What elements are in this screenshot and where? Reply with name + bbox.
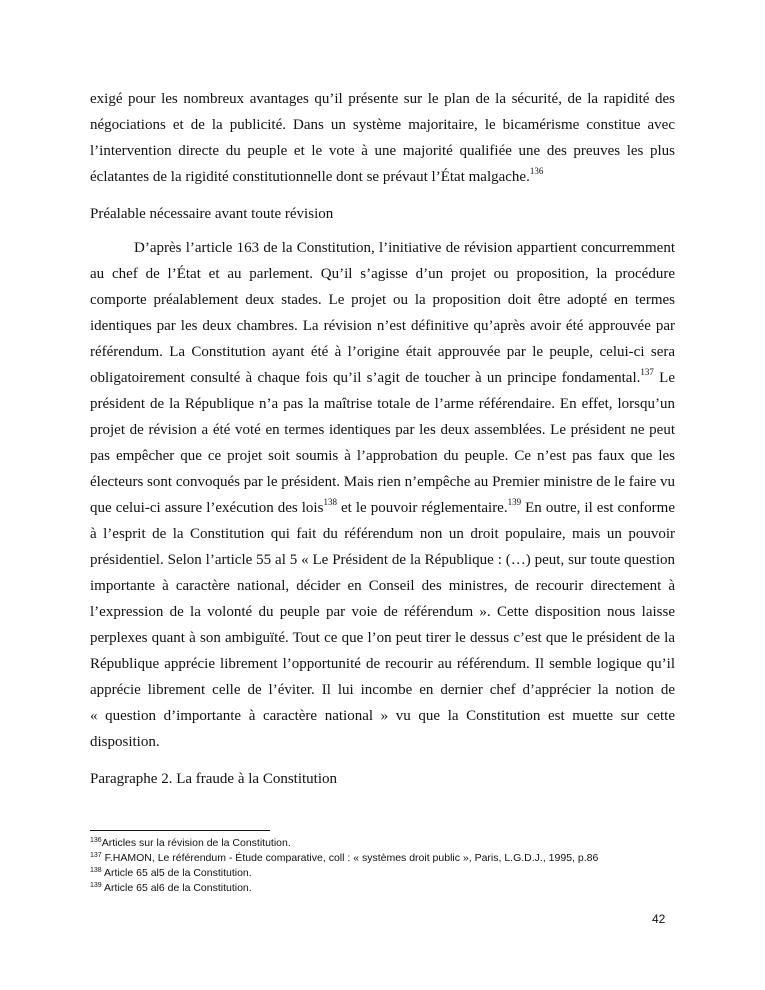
footnote-number: 139 [90,882,102,889]
text-line: exigé pour les nombreux avantages qu’il présente sur le plan de la sécurité, de la rapidité des [90,91,675,107]
text-line: République apprécie librement l’opportunité de recourir au référendum. Il semble logique qu’il [90,656,675,672]
text-line: présidentiel. Selon l’article 55 al 5 « Le Président de la République : (…) peut, sur toute question [90,552,675,568]
text-fragment: que celui-ci assure l’exécution des lois [90,500,324,516]
text-line: D’après l’article 163 de la Constitution, l’initiative de révision appartient concurremment [134,240,675,256]
page-number: 42 [652,912,666,926]
text-line [90,365,675,391]
text-line [90,164,675,190]
text-line: référendum. La Constitution ayant été à l’origine était approuvée par le peuple, celui-ci sera [90,344,675,360]
footnote-ref-137: 137 [640,367,654,377]
footnote-139 [90,881,710,896]
footnote-number: 136 [90,837,102,844]
footnote-ref-139: 139 [507,497,522,507]
footnote-ref-136: 136 [529,166,544,176]
footnote-number: 138 [90,867,102,874]
text-fragment: Le [653,370,675,386]
text-line: identiques par les deux chambres. La révision n’est définitive qu’après avoir été approuvée par [90,318,675,334]
footnotes [90,836,710,896]
text-line: perplexes quant à son ambiguïté. Tout ce que l’on peut tirer le dessus c’est que le président de la [90,630,675,646]
text-line: l’expression de la volonté du peuple par voie de référendum ». Cette disposition nous laisse [90,604,675,620]
text-line: président de la République n’a pas la maîtrise totale de l’arme référendaire. En effet, lorsqu’un [90,396,675,412]
footnote-text: Article 65 al5 de la Constitution. [101,867,252,879]
text-fragment: obligatoirement consulté à chaque fois qu’il s’agit de toucher à un principe fondamental. [90,370,641,386]
footnote-number: 137 [90,852,102,859]
text-line [90,495,675,521]
text-line: pas empêcher que ce projet soit soumis à l’approbation du peuple. Ce n’est pas faux que les [90,448,675,464]
paragraph-main [90,235,675,755]
text-line: « question d’importante à caractère national » vu que la Constitution est muette sur cette [90,708,675,724]
footnote-text: Article 65 al6 de la Constitution. [101,882,252,894]
text-line: à l’esprit de la Constitution qui fait du référendum non un droit populaire, mais un pouvoir [90,526,675,542]
footnote-text: Articles sur la révision de la Constitution. [101,837,291,849]
text-line: disposition. [90,734,160,750]
text-line: comporte préalablement deux stades. Le projet ou la proposition doit être adopté en termes [90,292,675,308]
text-line: projet de révision a été voté en termes identiques par les deux assemblées. Le président ne peut [90,422,675,438]
footnote-separator [90,830,270,831]
text-line: au chef de l’État et au parlement. Qu’il s’agisse d’un projet ou proposition, la procédure [90,266,675,282]
text-line: apprécie librement celle de l’éviter. Il lui incombe en dernier chef d’apprécier la notion de [90,682,675,698]
footnote-text: F.HAMON, Le référendum - Étude comparative, coll : « systèmes droit public », Paris, L.G.D.J., 1995, p.86 [101,852,599,864]
text-line: négociations et de la publicité. Dans un système majoritaire, le bicamérisme constitue avec [90,117,675,133]
section-heading-prealable: Préalable nécessaire avant toute révision [90,206,334,222]
text-line: l’intervention directe du peuple et le vote à une majorité qualifiée une des preuves les plus [90,143,675,159]
footnote-ref-138: 138 [323,497,337,507]
section-heading-paragraphe-2: Paragraphe 2. La fraude à la Constitution [90,771,338,787]
paragraph-continuation [90,86,675,190]
footnote-137 [90,851,710,866]
text-fragment: et le pouvoir réglementaire. [336,500,508,516]
footnote-136 [90,836,710,851]
text-line: importante à caractère national, décider en Conseil des ministres, de recourir directement à [90,578,675,594]
footnote-138 [90,866,710,881]
text-fragment: En outre, il est conforme [521,500,675,516]
text-line: électeurs sont convoqués par le président. Mais rien n’empêche au Premier ministre de le faire vu [90,474,675,490]
text-fragment: éclatantes de la rigidité constitutionnelle dont se prévaut l’État malgache. [90,169,530,185]
